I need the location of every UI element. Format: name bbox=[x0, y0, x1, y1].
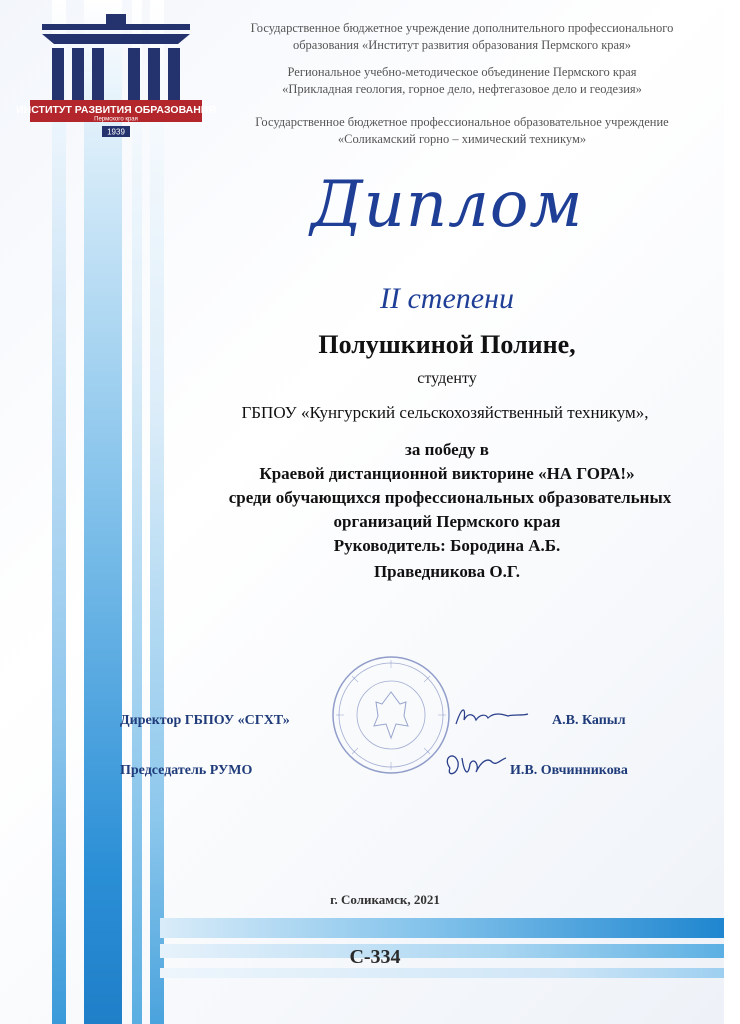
chair-signature bbox=[440, 748, 510, 788]
recipient-role: студенту bbox=[417, 370, 477, 387]
city-year: г. Соликамск, 2021 bbox=[330, 892, 440, 907]
header-text: Государственное бюджетное учреждение дополнительного профессионального bbox=[250, 21, 674, 35]
recipient-name: Полушкиной Полине, bbox=[318, 330, 576, 359]
header-org-3 bbox=[222, 114, 702, 148]
diploma-degree: II степени bbox=[380, 282, 514, 315]
chair-name: И.В. Овчинникова bbox=[510, 763, 628, 778]
director-name: А.В. Капыл bbox=[552, 713, 626, 728]
header-text: Государственное бюджетное профессиональное образовательное учреждение bbox=[255, 115, 669, 129]
recipient-organization: ГБПОУ «Кунгурский сельскохозяйственный техникум», bbox=[241, 403, 649, 422]
svg-text:ИНСТИТУТ РАЗВИТИЯ ОБРАЗОВАНИЯ: ИНСТИТУТ РАЗВИТИЯ ОБРАЗОВАНИЯ bbox=[16, 104, 216, 116]
reason-text: за победу в bbox=[404, 440, 489, 459]
director-title: Директор ГБПОУ «СГХТ» bbox=[120, 713, 290, 728]
supervisor-text: Руководитель: Бородина А.Б. bbox=[333, 536, 561, 555]
decor-band bbox=[160, 918, 724, 938]
reason-text: организаций Пермского края bbox=[333, 512, 561, 531]
header-org-1 bbox=[222, 20, 702, 54]
header-text: образования «Институт развития образования Пермского края» bbox=[292, 38, 632, 52]
decor-stripe bbox=[84, 0, 122, 1024]
official-seal bbox=[330, 654, 452, 776]
eagle-emblem-icon bbox=[374, 692, 408, 738]
supervisor-text: Праведникова О.Г. bbox=[373, 562, 521, 581]
header-text: «Прикладная геология, горное дело, нефтегазовое дело и геодезия» bbox=[282, 82, 642, 96]
diploma-number: С-334 bbox=[349, 946, 401, 968]
institute-logo bbox=[16, 14, 216, 140]
header-text: Региональное учебно-методическое объединение Пермского края bbox=[287, 65, 637, 79]
header-text: «Соликамский горно – химический техникум» bbox=[337, 132, 587, 146]
decor-stripe bbox=[52, 0, 66, 1024]
bear-emblem-icon bbox=[106, 14, 126, 28]
reason-text: среди обучающихся профессиональных образовательных bbox=[228, 488, 672, 507]
decor-band bbox=[160, 968, 724, 978]
reason-text: Краевой дистанционной викторине «НА ГОРА!» bbox=[259, 464, 635, 483]
decor-band bbox=[160, 944, 724, 958]
header-org-2 bbox=[222, 64, 702, 98]
decor-stripe bbox=[150, 0, 164, 1024]
svg-text:Пермского края: Пермского края bbox=[94, 116, 138, 123]
diploma-title: Диплом bbox=[310, 168, 584, 242]
director-signature bbox=[452, 702, 532, 732]
svg-text:1939: 1939 bbox=[107, 127, 125, 137]
chair-title: Председатель РУМО bbox=[120, 763, 253, 778]
decor-stripe bbox=[132, 0, 142, 1024]
